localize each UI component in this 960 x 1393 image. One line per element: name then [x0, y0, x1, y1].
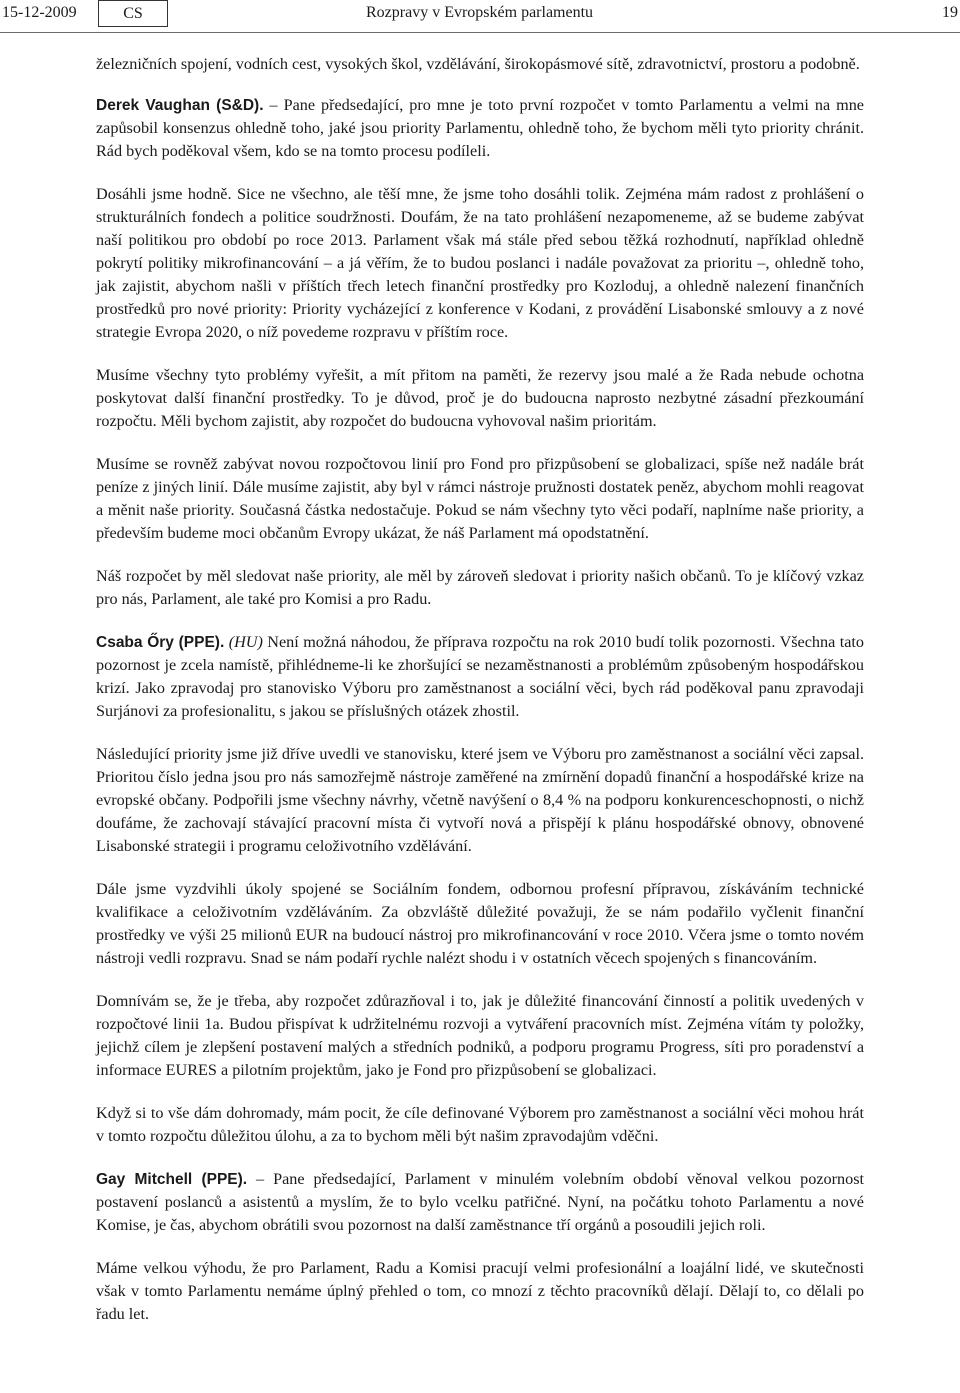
paragraph: [96, 990, 864, 1082]
paragraph-text: Následující priority jsme již dříve uvedli ve stanovisku, které jsem ve Výboru pro zaměstnanost a sociální věci zapsal. Prioritou číslo jedna jsou pro nás samozřejmě nástroje zaměřené na zmírnění dopadů finanční a hospodářské krize na evropské občany. Podpořili jsme všechny návrhy, včetně navýšení o 8,4 % na podporu konkurenceschopnosti, o nichž doufáme, že zachovají stávající pracovní místa či vytvoří nová a přispějí k plánu hospodářské obnovy, obnovené Lisabonské strategii i programu celoživotního vzdělávání.: [96, 745, 864, 855]
paragraph: [96, 94, 864, 163]
paragraph-text: Dosáhli jsme hodně. Sice ne všechno, ale těší mne, že jsme toho dosáhli tolik. Zejména mám radost z prohlášení o strukturálních fondech a politice soudržnosti. Doufám, že na tato prohlášení nezapomeneme, až se budeme zabývat naší politikou pro období po roce 2013. Parlament však má stále před sebou těžká rozhodnutí, například ohledně pokrytí politiky mikrofinancování – a já věřím, že to budou poslanci i nadále považovat za prioritu –, ohledně toho, jak zajistit, abychom našli v příštích třech letech finanční prostředky pro Kozloduj, a ohledně nalezení finančních prostředků pro nové priority: Priority vycházející z konference v Kodani, z provádění Lisabonské smlouvy a z nové strategie Evropa 2020, o níž povedeme rozpravu v příštím roce.: [96, 185, 864, 341]
language-box: CS: [98, 0, 168, 27]
speaker-name: Csaba Őry (PPE).: [96, 634, 225, 651]
paragraph-text: Není možná náhodou, že příprava rozpočtu na rok 2010 budí tolik pozornosti. Všechna tato pozornost je zcela namístě, přihlédneme-li ke zhoršující se nezaměstnanosti a problémům způsobeným hospodářskou krizí. Jako zpravodaj pro stanovisko Výboru pro zaměstnanost a sociální věci, bych rád poděkoval panu zpravodaji Surjánovi za profesionalitu, s jakou se příslušných otázek zhostil.: [96, 633, 864, 720]
paragraph: [96, 743, 864, 858]
paragraph-text: Máme velkou výhodu, že pro Parlament, Radu a Komisi pracují velmi profesionální a loajální lidé, ve skutečnosti však v tomto Parlamentu nemáme úplný přehled o tom, co mnozí z těchto pracovníků dělají. Dělají to, co dělali po řadu let.: [96, 1259, 864, 1323]
language-tag: (HU): [228, 633, 263, 651]
page-header: [0, 0, 960, 33]
document-body: [96, 53, 864, 1346]
paragraph-text: Musíme všechny tyto problémy vyřešit, a mít přitom na paměti, že rezervy jsou malé a že Rada nebude ochotna poskytovat další finanční prostředky. To je důvod, proč je do budoucna naprosto nezbytné zásadní přezkoumání rozpočtu. Měli bychom zajistit, aby rozpočet do budoucna vyhovoval našim prioritám.: [96, 366, 864, 430]
paragraph: [96, 53, 864, 76]
paragraph: [96, 631, 864, 723]
header-title: Rozpravy v Evropském parlamentu: [366, 4, 594, 21]
paragraph-text: Domnívám se, že je třeba, aby rozpočet zdůrazňoval i to, jak je důležité financování činností a politik uvedených v rozpočtové linii 1a. Budou přispívat k udržitelnému rozvoji a vytváření pracovních míst. Zejména vítám ty položky, jejichž cílem je zlepšení postavení malých a středních podniků, a podporu programu Progress, síti pro poradenství a informace EURES a pilotním projektům, jako je Fond pro přizpůsobení se globalizaci.: [96, 992, 864, 1079]
paragraph: [96, 1168, 864, 1237]
paragraph-text: Musíme se rovněž zabývat novou rozpočtovou linií pro Fond pro přizpůsobení se globalizaci, spíše než nadále brát peníze z jiných linií. Dále musíme zajistit, aby byl v rámci nástroje pružnosti dostatek peněz, abychom mohli reagovat a měnit naše priority. Současná částka nedostačuje. Pokud se nám všechny tyto věci podaří, naplníme naše priority, a především budeme moci občanům Evropy ukázat, že náš Parlament má opodstatnění.: [96, 455, 864, 542]
paragraph-text: – Pane předsedající, Parlament v minulém volebním období věnoval velkou pozornost postavení poslanců a asistentů a myslím, že to bylo vcelku patřičné. Nyní, na počátku tohoto Parlamentu a nové Komise, je čas, abychom obrátili svou pozornost na další zaměstnance tří orgánů a posoudili jejich roli.: [96, 1170, 864, 1234]
page-number: 19: [942, 4, 958, 21]
paragraph: [96, 565, 864, 611]
paragraph-text: Když si to vše dám dohromady, mám pocit, že cíle definované Výborem pro zaměstnanost a sociální věci mohou hrát v tomto rozpočtu důležitou úlohu, a za to bychom měli být našim zpravodajům vděčni.: [96, 1104, 864, 1145]
paragraph-text: železničních spojení, vodních cest, vysokých škol, vzdělávání, širokopásmové sítě, zdravotnictví, prostoru a podobně.: [96, 55, 860, 73]
paragraph: [96, 878, 864, 970]
paragraph: [96, 1257, 864, 1326]
paragraph: [96, 364, 864, 433]
paragraph-text: Dále jsme vyzdvihli úkoly spojené se Sociálním fondem, odbornou profesní přípravou, získáváním technické kvalifikace a celoživotním vzděláváním. Za obzvláště důležité považuji, že se nám podařilo vyčlenit finanční prostředky ve výši 25 milionů EUR na budoucí nástroj pro mikrofinancování v roce 2010. Včera jsme o tomto novém nástroji vedli rozpravu. Snad se nám podaří rychle nalézt shodu i v ostatních věcech spojených s financováním.: [96, 880, 864, 967]
speaker-name: Derek Vaughan (S&D).: [96, 97, 264, 114]
paragraph: [96, 1102, 864, 1148]
paragraph: [96, 453, 864, 545]
paragraph: [96, 183, 864, 344]
header-date: 15-12-2009: [2, 4, 77, 21]
speaker-name: Gay Mitchell (PPE).: [96, 1171, 248, 1188]
paragraph-text: – Pane předsedající, pro mne je toto první rozpočet v tomto Parlamentu a velmi na mne zapůsobil konsenzus ohledně toho, jaké jsou priority Parlamentu, ohledně toho, že bychom měli tyto priority chránit. Rád bych poděkoval všem, kdo se na tomto procesu podíleli.: [96, 96, 864, 160]
paragraph-text: Náš rozpočet by měl sledovat naše priority, ale měl by zároveň sledovat i priority našich občanů. To je klíčový vzkaz pro nás, Parlament, ale také pro Komisi a pro Radu.: [96, 567, 864, 608]
